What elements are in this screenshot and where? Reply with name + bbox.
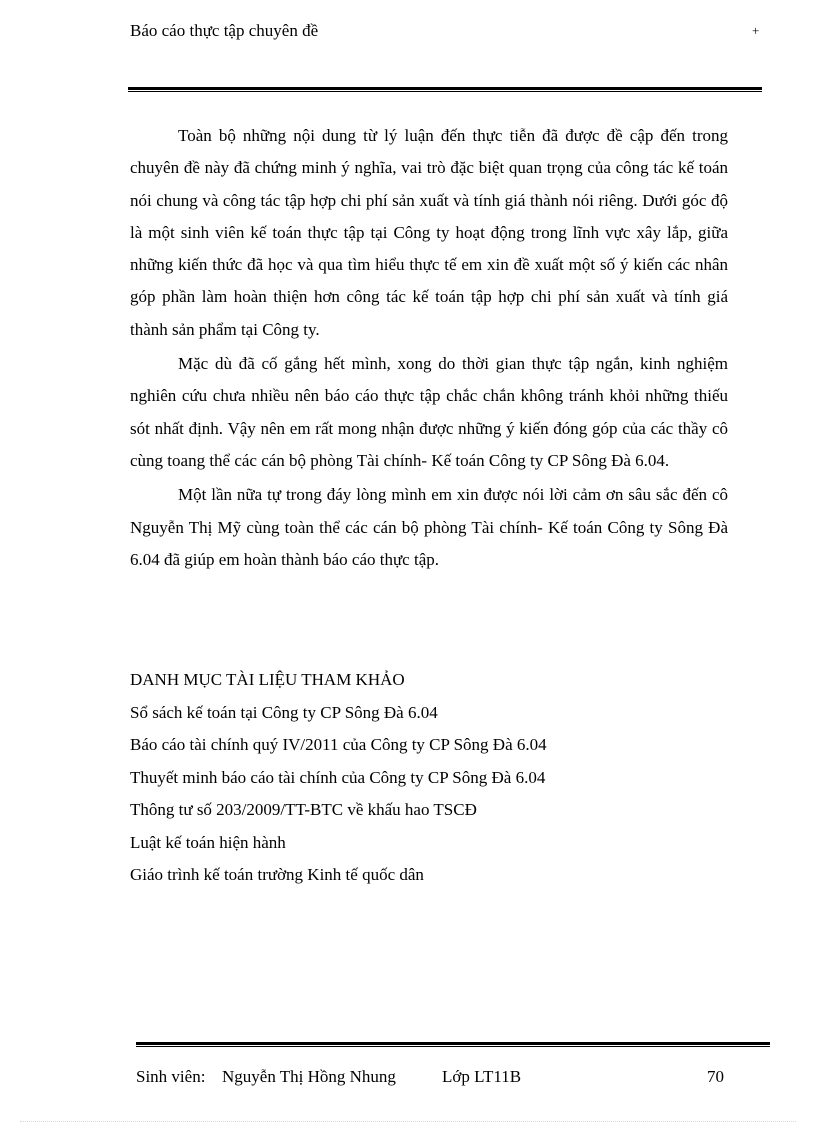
footer-student-label: Sinh viên: (136, 1067, 206, 1086)
body-paragraph: Toàn bộ những nội dung từ lý luận đến thực tiễn đã được đề cập đến trong chuyên đề này đã chứng minh ý nghĩa, vai trò đặc biệt quan trọng của công tác kế toán nói chung và công tác tập hợp chi phí sản xuất và tính giá thành nói riêng. Dưới góc độ là một sinh viên kế toán thực tập tại Công ty hoạt động trong lĩnh vực xây lắp, giữa những kiến thức đã học và qua tìm hiểu thực tế em xin đề xuất một số ý kiến các nhân góp phần làm hoàn thiện hơn công tác kế toán tập hợp chi phí sản xuất và tính giá thành sản phẩm tại Công ty. (130, 126, 728, 339)
reference-item: Sổ sách kế toán tại Công ty CP Sông Đà 6.04 (130, 702, 438, 722)
reference-item: Thuyết minh báo cáo tài chính của Công ty CP Sông Đà 6.04 (130, 767, 546, 787)
reference-item: Thông tư số 203/2009/TT-BTC về khấu hao TSCĐ (130, 800, 477, 819)
page-header-title: Báo cáo thực tập chuyên đề (130, 21, 319, 40)
body-paragraph: Một lần nữa tự trong đáy lòng mình em xin được nói lời cảm ơn sâu sắc đến cô Nguyễn Thị Mỹ cùng toàn thể các cán bộ phòng Tài chính- Kế toán Công ty Sông Đà 6.04 đã giúp em hoàn thành báo cáo thực tập. (130, 485, 728, 569)
reference-item: Giáo trình kế toán trường Kinh tế quốc dân (130, 865, 424, 884)
reference-item: Báo cáo tài chính quý IV/2011 của Công ty CP Sông Đà 6.04 (130, 735, 547, 754)
footer-class-name: Lớp LT11B (442, 1067, 522, 1086)
header-mark: + (752, 23, 760, 38)
conclusion-body (130, 120, 728, 576)
page-number: 70 (707, 1067, 724, 1086)
footer-divider (136, 1042, 770, 1047)
header-divider (128, 87, 762, 92)
reference-item: Luật kế toán hiện hành (130, 832, 286, 852)
footer-student-name: Nguyễn Thị Hồng Nhung (222, 1067, 396, 1086)
body-paragraph: Mặc dù đã cố gắng hết mình, xong do thời gian thực tập ngắn, kinh nghiệm nghiên cứu chưa nhiều nên báo cáo thực tập chắc chắn không tránh khỏi những thiếu sót nhất định. Vậy nên em rất mong nhận được những ý kiến đóng góp của các thầy cô cùng toang thể các cán bộ phòng Tài chính- Kế toán Công ty CP Sông Đà 6.04. (130, 354, 728, 470)
reference-heading: DANH MỤC TÀI LIỆU THAM KHẢO (130, 670, 405, 689)
reference-list (130, 664, 750, 892)
page-edge-divider (20, 1121, 796, 1122)
